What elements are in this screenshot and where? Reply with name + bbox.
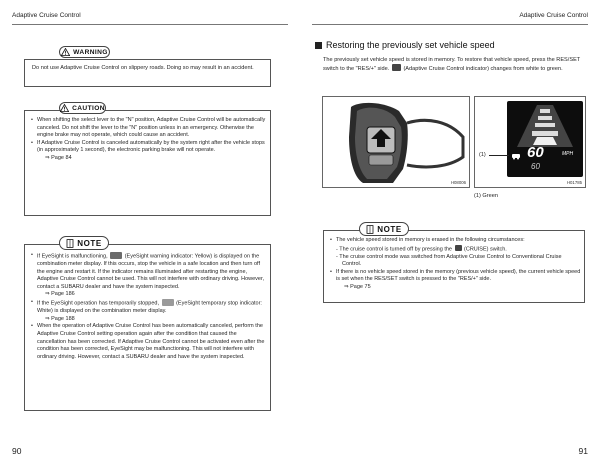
page-number-right: 91	[578, 446, 588, 456]
note-left-box	[24, 244, 271, 411]
note-right-sub-2: - The cruise control mode was switched from Adaptive Cruise Control to Conventional Cruise Control.	[336, 253, 562, 268]
note-left-item-1-text: (EyeSight warning indicator: Yellow) is displayed on the combination meter display. If this occurs, stop the vehicle in a safe location and then turn off the engine and restart it. If the indicator remains illuminated after restarting the engine, Adaptive Cruise Control cannot be used. This will not interfere with ordinary driving. However, contact a SUBARU dealer and have the system inspected.	[37, 253, 265, 290]
note-book-icon	[66, 239, 74, 248]
steering-switch-illustration	[323, 97, 471, 189]
speed-unit: MPH	[562, 151, 574, 157]
section-intro-text: (Adaptive Cruise Control indicator) changes from white to green.	[403, 66, 563, 72]
note-right-sub-1-lead: - The cruise control is turned off by pressing the	[336, 246, 452, 253]
meter-display-screen	[507, 101, 583, 177]
acc-status-icon	[511, 147, 521, 155]
note-right-list	[330, 237, 581, 292]
caution-label	[59, 102, 106, 114]
note-right-item-1-text: The vehicle speed stored in memory is erased in the following circumstances:	[336, 237, 525, 243]
note-left-label	[59, 236, 109, 250]
note-left-item-1	[31, 252, 267, 299]
note-left-item-2-text: (EyeSight temporary stop indicator: White) is displayed on the combination meter display.	[37, 300, 262, 315]
warning-triangle-icon	[61, 48, 70, 56]
page-number-left: 90	[12, 446, 22, 456]
road-graphic	[507, 103, 583, 147]
note-left-item-2	[31, 299, 267, 323]
note-left-item-3: • When the operation of Adaptive Cruise Control has been automatically canceled, perform the Adaptive Cruise Control setting operation again after the condition that caused the cancellation has been corrected. If Adaptive Cruise Control cannot be activated even after the condition has been corrected, EyeSight may be malfunctioning. This will not interfere with ordinary driving. However, contact a SUBARU dealer and have the system inspected.	[31, 323, 267, 361]
note-right-box	[323, 230, 585, 303]
note-right-item-2	[330, 269, 581, 292]
eyesight-temporary-stop-indicator-icon	[162, 299, 174, 306]
note-book-icon	[366, 225, 374, 234]
set-speed-small: 60	[531, 162, 540, 171]
right-header-rule	[312, 24, 588, 25]
note-right-item-2-text: If there is no vehicle speed stored in the memory (previous vehicle speed), the current vehicle speed is set when the RES/SET switch is pressed to the "RES/+" side.	[336, 268, 581, 283]
set-speed-big: 60	[527, 144, 544, 161]
section-intro	[323, 56, 585, 73]
caution-item-2-text: If Adaptive Cruise Control is canceled automatically by the system right after the vehicle stops (in approximately 1 second), the electronic parking brake will not operate.	[37, 139, 265, 154]
note-left-list	[31, 252, 267, 361]
note-right-label	[359, 222, 409, 236]
note-left-label-text: NOTE	[77, 238, 102, 248]
callout-leader-line	[489, 155, 509, 156]
caution-page-ref: ⇒ Page 84	[45, 154, 72, 161]
cruise-switch-icon	[455, 245, 462, 252]
note-right-item-1	[330, 237, 581, 269]
note-right-sub-1	[336, 245, 581, 254]
caution-list	[31, 117, 267, 163]
warning-label-text: WARNING	[73, 48, 108, 56]
caution-label-text: CAUTION	[72, 104, 105, 112]
warning-text: Do not use Adaptive Cruise Control on slippery roads. Doing so may result in an accident.	[32, 65, 254, 71]
note-left-item-2-lead: If the EyeSight operation has temporarily stopped,	[37, 300, 159, 307]
section-square-icon	[315, 42, 322, 49]
eyesight-warning-indicator-icon	[110, 252, 122, 259]
right-header-title: Adaptive Cruise Control	[519, 12, 588, 19]
note-left-page-ref-2: ⇒ Page 188	[45, 315, 75, 322]
acc-indicator-icon	[392, 64, 401, 71]
warning-box	[24, 59, 271, 87]
caution-triangle-icon	[60, 104, 69, 112]
meter-display-figure	[474, 96, 586, 188]
caution-box	[24, 110, 271, 216]
left-header-title: Adaptive Cruise Control	[12, 12, 81, 19]
section-intro-lead: The previously set vehicle speed is stored in memory. To restore that vehicle speed, press the RES/SET switch to the "RES/+" side.	[323, 57, 581, 72]
figure-left-code: H08006	[450, 180, 466, 185]
section-title	[315, 40, 495, 50]
warning-label	[59, 46, 110, 58]
acc-car-icon	[511, 152, 521, 160]
note-left-page-ref-1: ⇒ Page 186	[45, 291, 75, 298]
left-header-rule	[12, 24, 288, 25]
figure-callout-1: (1)	[479, 152, 486, 158]
figure-caption: (1) Green	[474, 193, 498, 199]
note-right-sub-1-text: (CRUISE) switch.	[464, 246, 507, 253]
caution-item-2	[31, 140, 267, 163]
note-right-page-ref: ⇒ Page 75	[344, 284, 371, 291]
caution-item-1: • When shifting the select lever to the "N" position, Adaptive Cruise Control will be automatically canceled. Do not shift the lever to the "N" position unless in an emergency. Otherwise the engine brake may not operate, which could cause an accident.	[31, 117, 267, 140]
section-title-text: Restoring the previously set vehicle speed	[326, 40, 495, 50]
note-left-item-1-lead: If EyeSight is malfunctioning,	[37, 253, 108, 260]
figure-right-code: H01785	[566, 180, 582, 185]
note-right-label-text: NOTE	[377, 224, 402, 234]
steering-switch-figure	[322, 96, 470, 188]
